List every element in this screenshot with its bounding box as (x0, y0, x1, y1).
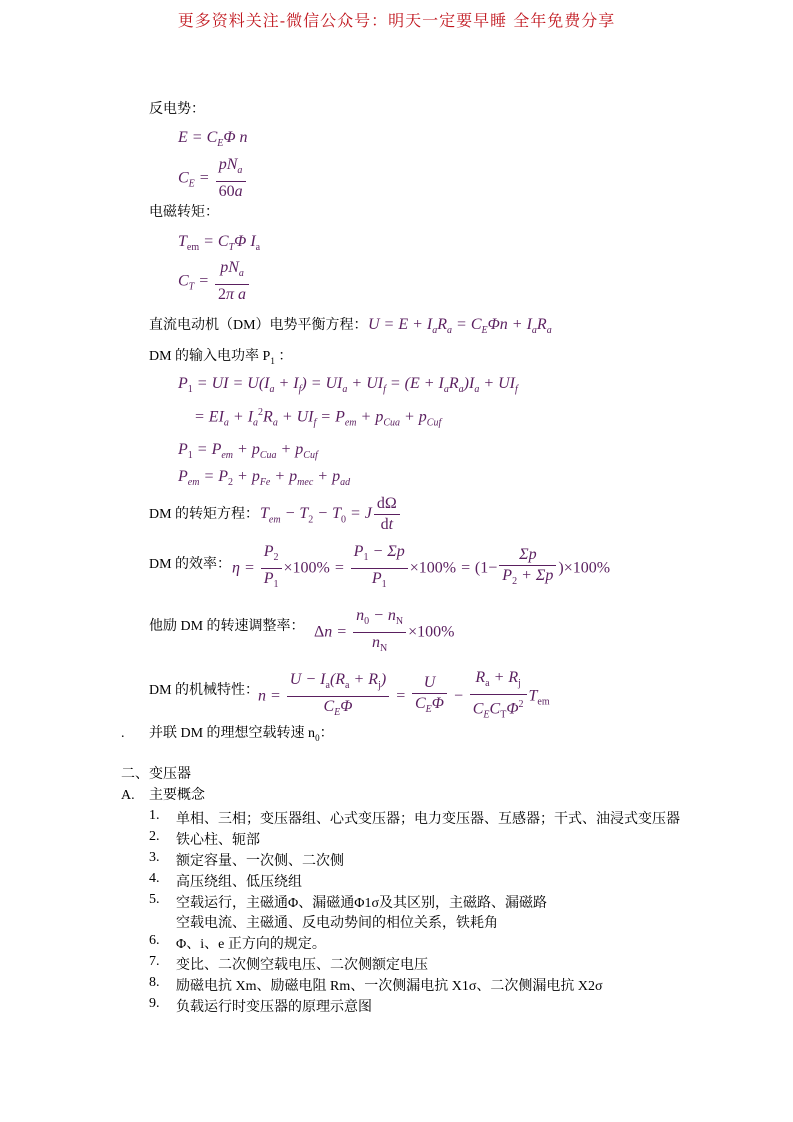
list-item-num: 7. (149, 954, 160, 969)
bullet-dot: . (121, 726, 125, 741)
formula-torque-eq: $T_{em} - T_2 - T_0 = J$ $\frac{d\Omega}{dt}$ (260, 494, 402, 535)
list-item: 铁心柱、轭部 (176, 833, 260, 848)
label-mech-char: DM 的机械特性： (149, 683, 260, 698)
formula-speed-reg: Δn = $\frac{n_0 - n_N}{n_N}$ ×100% (314, 607, 455, 655)
formula-back-emf: $E = C_E\Phi$ n (178, 129, 248, 150)
section-title: 二、变压器 (121, 767, 191, 782)
formula-p1-line1: $P_1$ = UI = $U(I_a + I_f) = UI_a + UI_f = (E + I_aR_a)I_a + UI_f$ (178, 375, 518, 396)
label-dm-torque-eq: DM 的转矩方程： (149, 507, 260, 522)
formula-mech-char: n = $\frac{U - I_a(R_a + R_j)}{C_E\Phi}$ = $\frac{U}{C_E\Phi}$ − $\frac{R_a + R_j}{C_EC_T\Phi^2}$ $T_{em}$ (258, 669, 550, 721)
label-dm-balance: 直流电动机（DM）电势平衡方程： (149, 318, 368, 333)
list-item-num: 3. (149, 850, 160, 865)
subsection-title: 主要概念 (149, 788, 205, 803)
list-item-num: 6. (149, 933, 160, 948)
list-item-num: 2. (149, 829, 160, 844)
formula-tem: $T_{em} = C_T\Phi$ $I_a$ (178, 233, 261, 254)
label-dm-eff: DM 的效率： (149, 557, 232, 572)
list-item: 负载运行时变压器的原理示意图 (176, 1000, 372, 1015)
list-item-num: 9. (149, 996, 160, 1011)
label-ideal-speed: 并联 DM 的理想空载转速 $n_0$： (149, 726, 334, 743)
list-item: Φ、i、e 正方向的规定。 (176, 937, 326, 952)
label-back-emf: 反电势： (149, 102, 205, 117)
subsection-letter: A. (121, 788, 135, 803)
formula-p1-sum: $P_1 = P_{em} + p_{Cua} + p_{Cuf}$ (178, 441, 318, 462)
list-item: 额定容量、一次侧、二次侧 (176, 854, 344, 869)
label-speed-reg: 他励 DM 的转速调整率： (149, 619, 305, 634)
list-item: 高压绕组、低压绕组 (176, 875, 302, 890)
list-item-num: 8. (149, 975, 160, 990)
list-item-num: 1. (149, 808, 160, 823)
list-item-num: 5. (149, 892, 160, 907)
formula-pem: $P_{em} = P_2 + p_{Fe} + p_{mec} + p_{ad}$ (178, 468, 351, 489)
formula-p1-line2: = $EI_a + I_a^2R_a + UI_f = P_{em} + p_{Cua} + p_{Cuf}$ (194, 407, 442, 429)
list-item: 空载运行，主磁通Φ、漏磁通Φ1σ及其区别，主磁路、漏磁路 (176, 896, 548, 911)
formula-ce: $C_E$ = $\frac{pN_a}{60a}$ (178, 155, 248, 202)
label-dm-input: DM 的输入电功率 $P_1$ ： (149, 349, 293, 366)
list-item-num: 4. (149, 871, 160, 886)
list-item: 励磁电抗 Xm、励磁电阻 Rm、一次侧漏电抗 X1σ、二次侧漏电抗 X2σ (176, 979, 603, 994)
formula-ct: $C_T$ = $\frac{pN_a}{\text{2π a}}$ (178, 258, 251, 305)
formula-efficiency: η = $\frac{P_2}{P_1}$ ×100% = $\frac{P_1 - \Sigma p}{P_1}$ ×100% = (1− $\frac{\Sigma p}{P_2 + \Sigma p}$ )×100% (232, 543, 611, 591)
list-item: 空载电流、主磁通、反电动势间的相位关系，铁耗角 (176, 916, 498, 931)
label-em-torque: 电磁转矩： (149, 205, 219, 220)
formula-balance: $U = E + I_aR_a = C_E\Phi n + I_aR_a$ (368, 316, 552, 337)
list-item: 变比、二次侧空载电压、二次侧额定电压 (176, 958, 428, 973)
list-item: 单相、三相；变压器组、心式变压器；电力变压器、互感器；干式、油浸式变压器 (176, 812, 680, 827)
page-banner: 更多资料关注-微信公众号：明天一定要早睡 全年免费分享 (177, 11, 616, 30)
